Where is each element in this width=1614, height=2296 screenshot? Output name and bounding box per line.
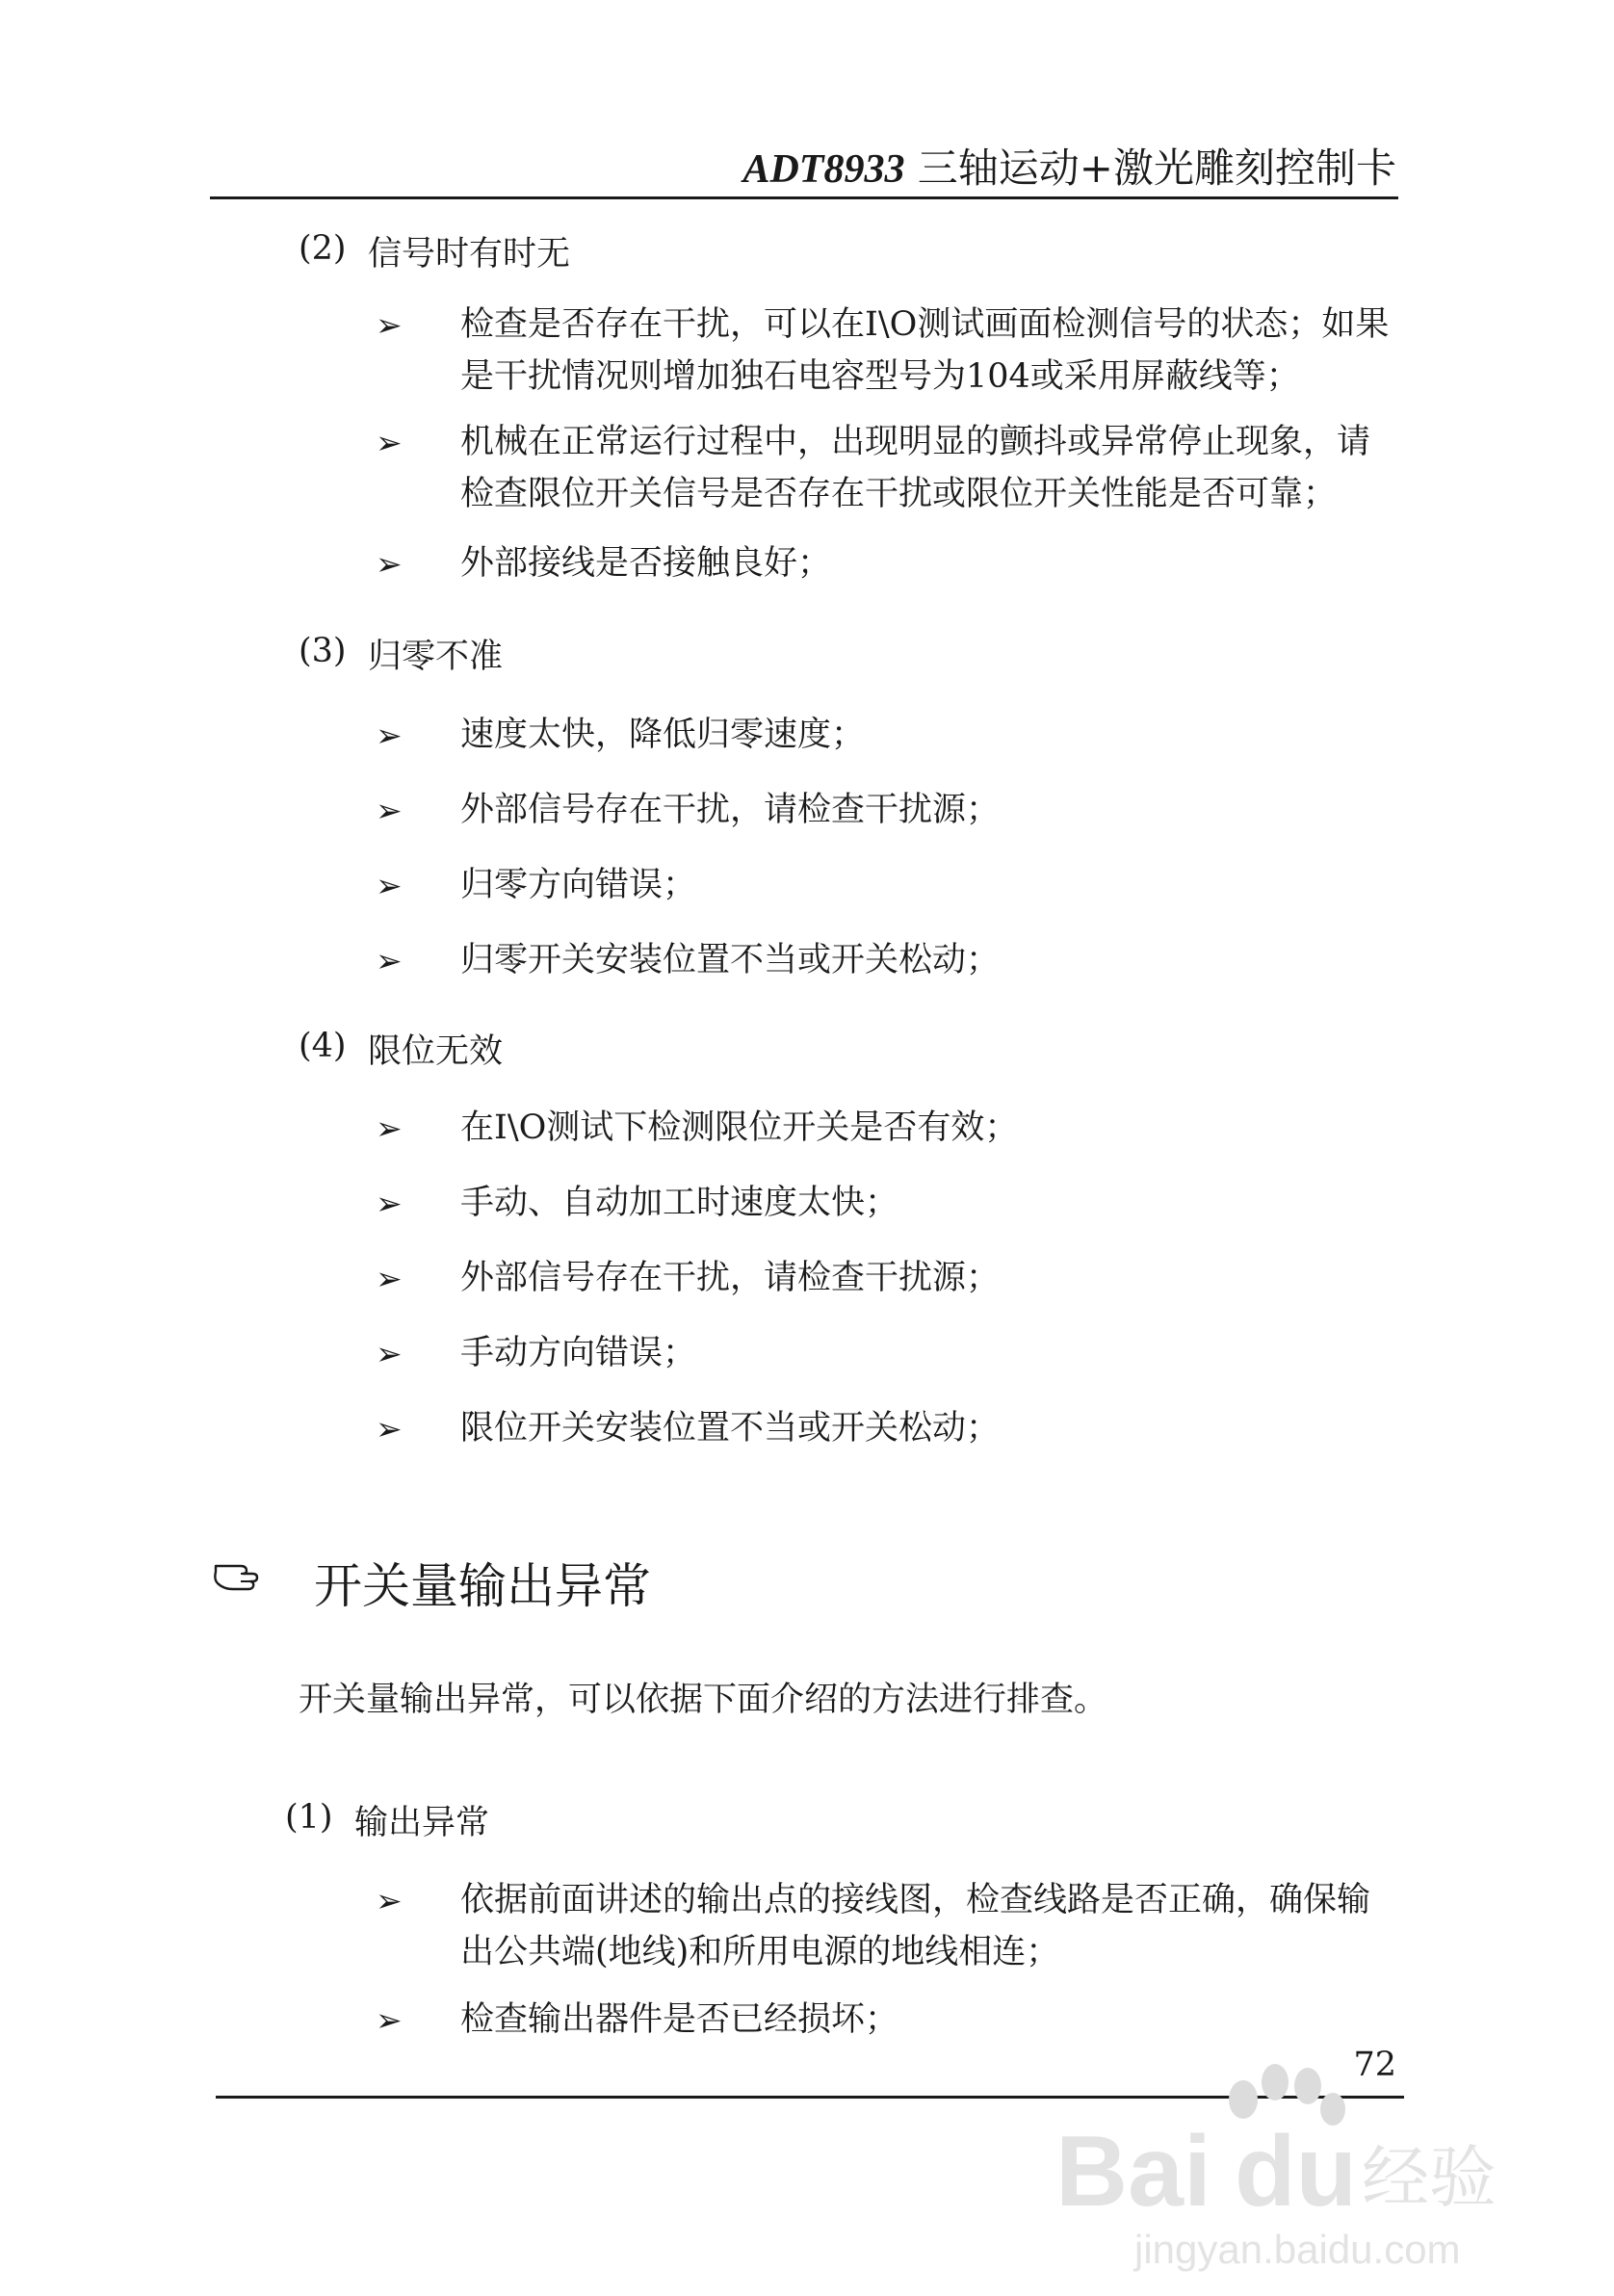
section-title: 开关量输出异常 (314, 1558, 651, 1614)
arrow-bullet-icon: ➢ (376, 424, 403, 461)
arrow-bullet-icon: ➢ (376, 1335, 403, 1372)
list-item: 外部信号存在干扰，请检查干扰源； (460, 1259, 1001, 1297)
intro-paragraph: 开关量输出异常，可以依据下面介绍的方法进行排查。 (299, 1681, 1108, 1719)
list-item: 手动、自动加工时速度太快； (460, 1184, 899, 1222)
product-model: ADT8933 (742, 147, 905, 192)
product-description: 三轴运动+激光雕刻控制卡 (904, 144, 1396, 192)
page-number: 72 (1353, 2046, 1396, 2084)
arrow-bullet-icon: ➢ (376, 1109, 403, 1147)
header-rule (210, 196, 1398, 199)
watermark-brand-du: du (1235, 2116, 1358, 2228)
item-number: (1) (285, 1798, 333, 1837)
pointing-hand-icon (212, 1552, 270, 1597)
arrow-bullet-icon: ➢ (376, 1410, 403, 1448)
subsection-title: 限位无效 (368, 1032, 504, 1071)
list-item: 外部信号存在干扰，请检查干扰源； (460, 791, 1001, 829)
arrow-bullet-icon: ➢ (376, 1260, 403, 1297)
watermark-suffix: 经验 (1362, 2138, 1497, 2217)
arrow-bullet-icon: ➢ (376, 1185, 403, 1222)
arrow-bullet-icon: ➢ (376, 867, 403, 904)
list-item: 检查输出器件是否已经损坏； (460, 2000, 899, 2039)
watermark-url: jingyan.baidu.com (1134, 2227, 1461, 2272)
arrow-bullet-icon: ➢ (376, 1882, 403, 1919)
list-item: 在I\O测试下检测限位开关是否有效； (460, 1109, 1019, 1147)
list-item: 手动方向错误； (460, 1334, 697, 1372)
list-item: 归零方向错误； (460, 866, 697, 904)
arrow-bullet-icon: ➢ (376, 942, 403, 979)
arrow-bullet-icon: ➢ (376, 792, 403, 829)
subsection-title: 信号时有时无 (368, 235, 571, 274)
arrow-bullet-icon: ➢ (376, 545, 403, 583)
item-number: (3) (299, 632, 347, 670)
arrow-bullet-icon: ➢ (376, 717, 403, 754)
baidu-jingyan-watermark (1055, 2061, 1508, 2283)
list-item: 依据前面讲述的输出点的接线图，检查线路是否正确，确保输出公共端(地线)和所用电源的地线相连； (460, 1881, 1371, 1971)
document-header-title (742, 137, 1396, 195)
item-number: (4) (299, 1027, 347, 1065)
watermark-brand: Bai (1055, 2116, 1211, 2228)
list-item: 归零开关安装位置不当或开关松动； (460, 941, 1001, 979)
item-number: (2) (299, 229, 347, 268)
list-item: 机械在正常运行过程中，出现明显的颤抖或异常停止现象，请检查限位开关信号是否存在干扰或限位开关性能是否可靠； (460, 423, 1371, 513)
subsection-title: 输出异常 (354, 1804, 490, 1842)
list-item: 速度太快，降低归零速度； (460, 716, 866, 754)
subsection-title: 归零不准 (368, 638, 504, 676)
arrow-bullet-icon: ➢ (376, 306, 403, 344)
list-item: 外部接线是否接触良好； (460, 544, 832, 583)
arrow-bullet-icon: ➢ (376, 2001, 403, 2039)
list-item: 检查是否存在干扰，可以在I\O测试画面检测信号的状态；如果是干扰情况则增加独石电容型号为104或采用屏蔽线等； (460, 305, 1390, 396)
list-item: 限位开关安装位置不当或开关松动； (460, 1409, 1001, 1448)
